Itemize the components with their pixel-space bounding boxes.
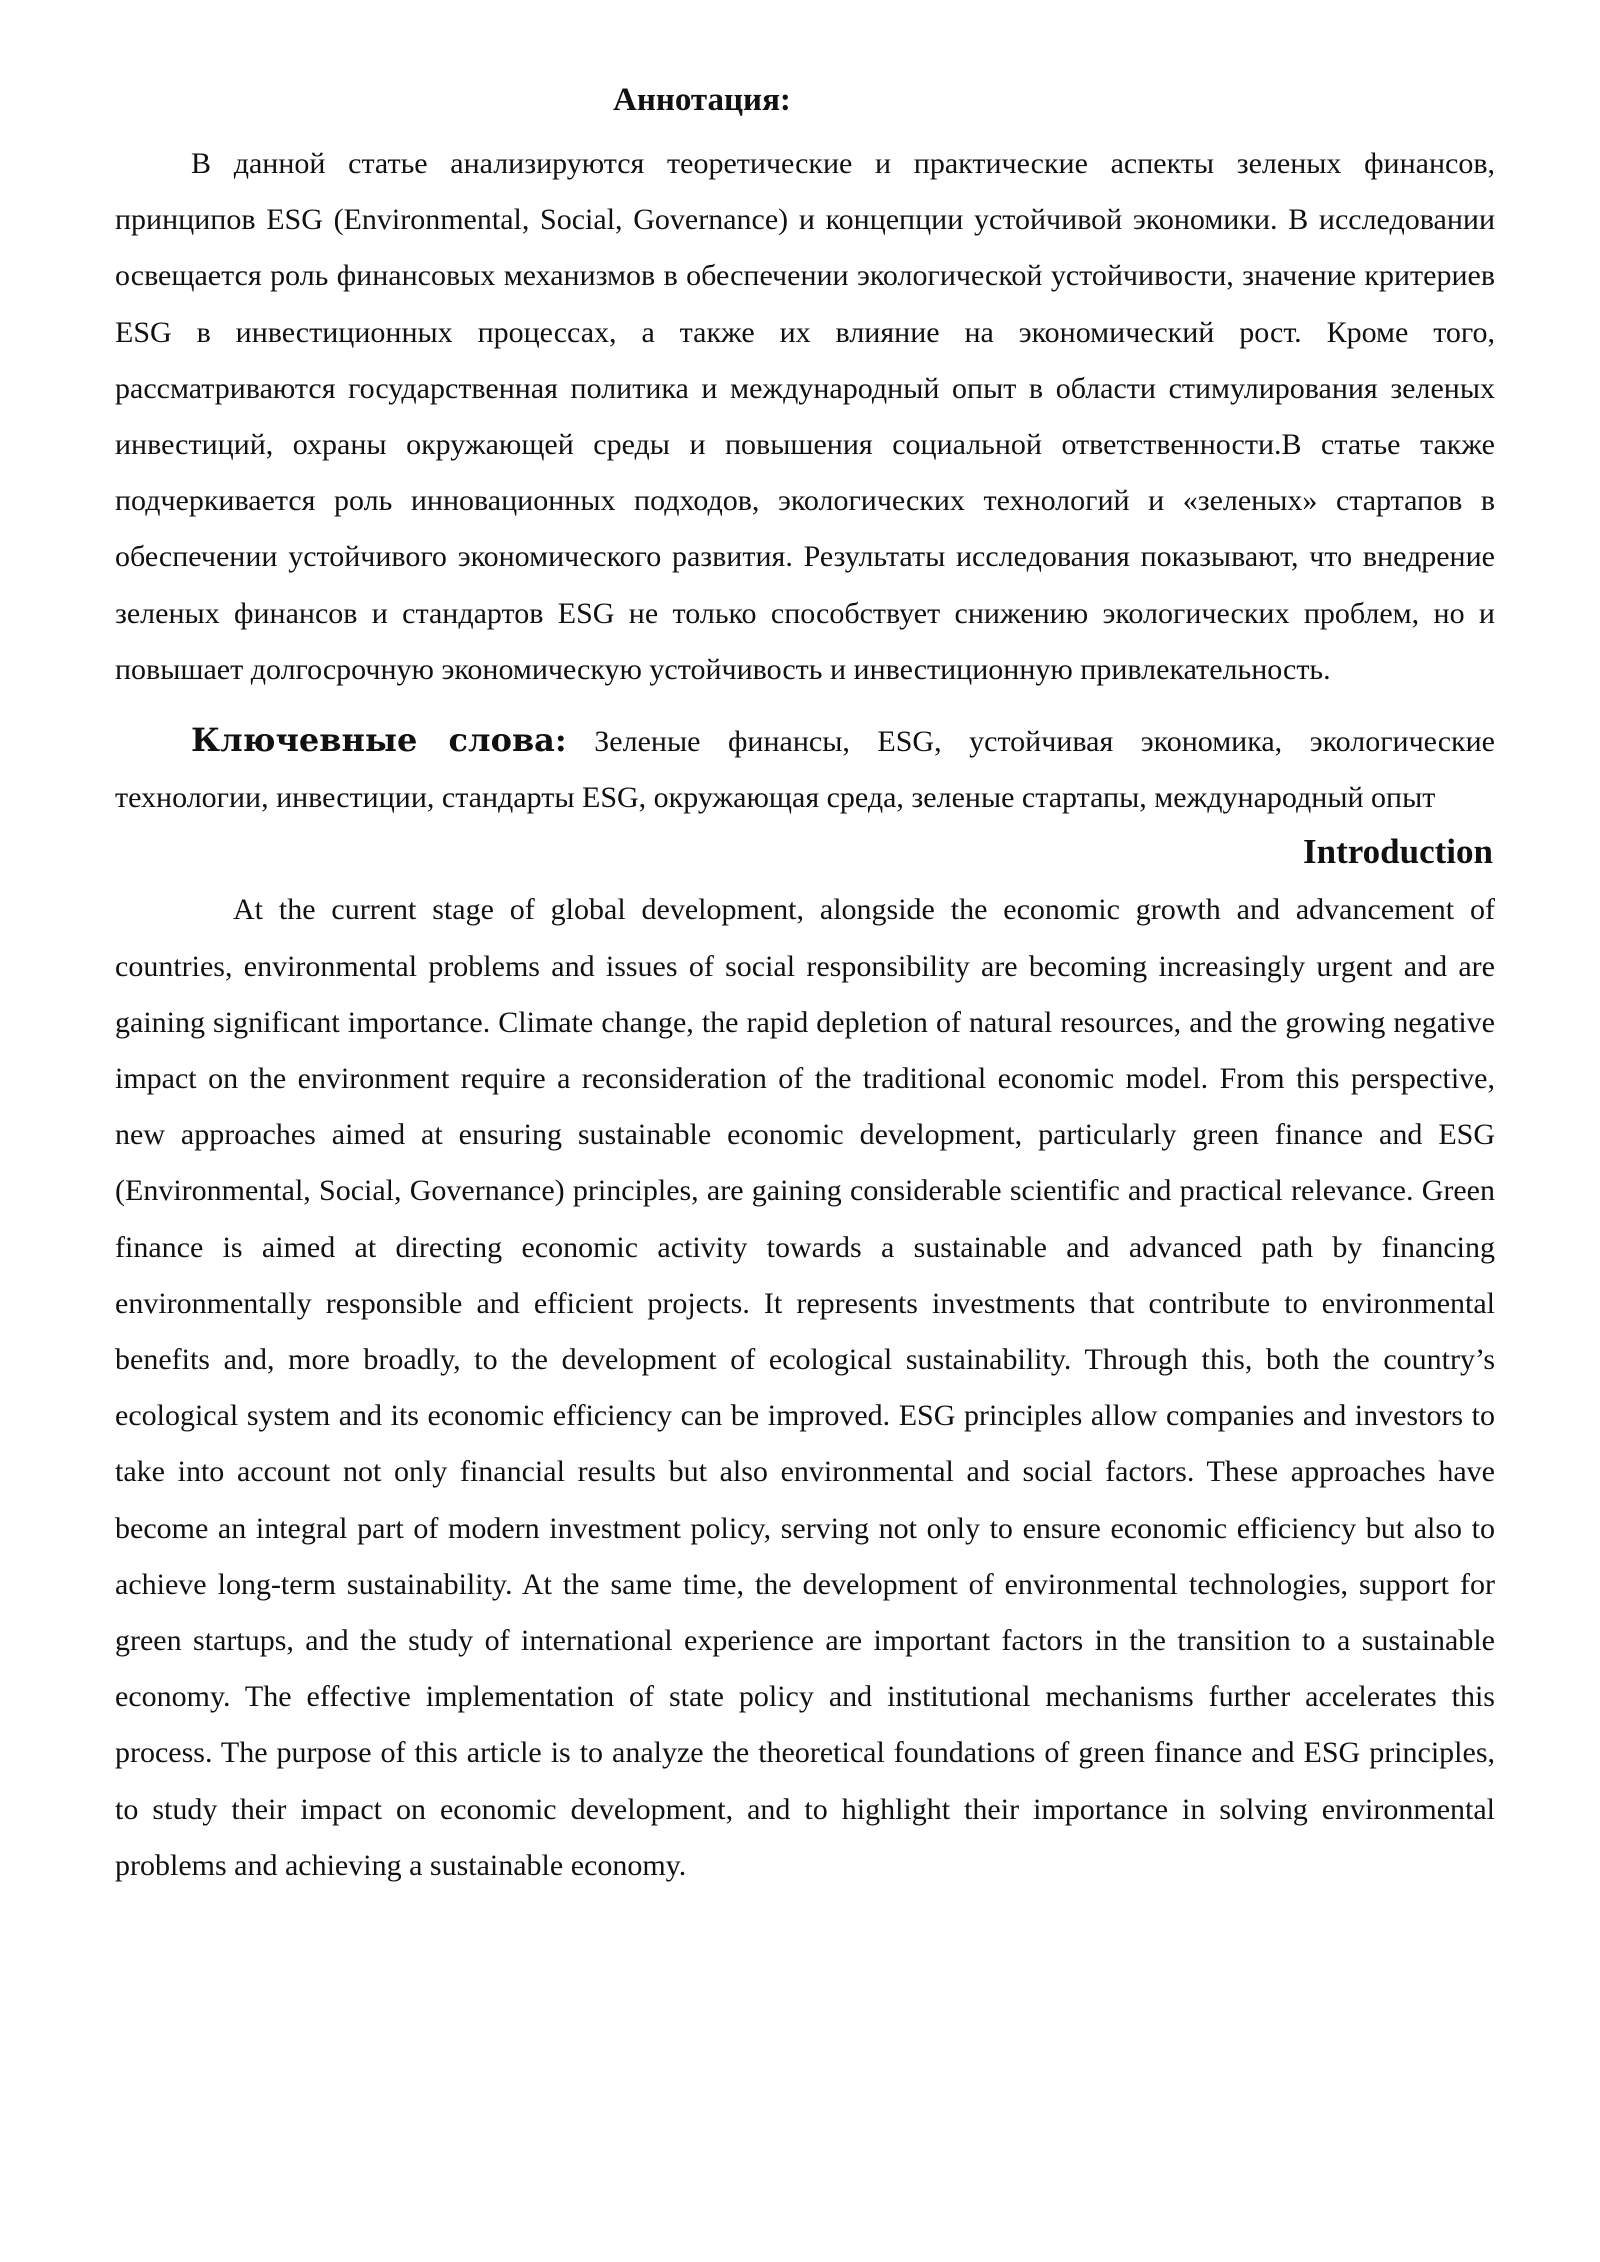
document-page	[115, 70, 1495, 1894]
annotation-heading: Аннотация:	[613, 82, 791, 118]
introduction-paragraph: At the current stage of global development, alongside the economic growth and advancement of countries, environmental problems and issues of social responsibility are becoming increasingly urgent and are gaining significant importance. Climate change, the rapid depletion of natural resources, and the growing negative impact on the environment require a reconsideration of the traditional economic model. From this perspective, new approaches aimed at ensuring sustainable economic development, particularly green finance and ESG (Environmental, Social, Governance) principles, are gaining considerable scientific and practical relevance. Green finance is aimed at directing economic activity towards a sustainable and advanced path by financing environmentally responsible and efficient projects. It represents investments that contribute to environmental benefits and, more broadly, to the development of ecological sustainability. Through this, both the country’s ecological system and its economic efficiency can be improved. ESG principles allow companies and investors to take into account not only financial results but also environmental and social factors. These approaches have become an integral part of modern investment policy, serving not only to ensure economic efficiency but also to achieve long-term sustainability. At the same time, the development of environmental technologies, support for green startups, and the study of international experience are important factors in the transition to a sustainable economy. The effective implementation of state policy and institutional mechanisms further accelerates this process. The purpose of this article is to analyze the theoretical foundations of green finance and ESG principles, to study their impact on economic development, and to highlight their importance in solving environmental problems and achieving a sustainable economy.	[115, 893, 1495, 1882]
introduction-heading: Introduction	[1303, 832, 1493, 872]
annotation-paragraph: В данной статье анализируются теоретические и практические аспекты зеленых финансов, принципов ESG (Environmental, Social, Governance) и концепции устойчивой экономики. В исследовании освещается роль финансовых механизмов в обеспечении экологической устойчивости, значение критериев ESG в инвестиционных процессах, а также их влияние на экономический рост. Кроме того, рассматриваются государственная политика и международный опыт в области стимулирования зеленых инвестиций, охраны окружающей среды и повышения социальной ответственности.В статье также подчеркивается роль инновационных подходов, экологических технологий и «зеленых» стартапов в обеспечении устойчивого экономического развития. Результаты исследования показывают, что внедрение зеленых финансов и стандартов ESG не только способствует снижению экологических проблем, но и повышает долгосрочную экономическую устойчивость и инвестиционную привлекательность.	[115, 147, 1495, 686]
keywords-label: Ключевные слова:	[191, 721, 567, 760]
keywords-paragraph	[115, 712, 1495, 826]
keywords-text: Зеленые финансы, ESG, устойчивая экономика, экологические технологии, инвестиции, стандарты ESG, окружающая среда, зеленые стартапы, международный опыт	[115, 725, 1495, 815]
